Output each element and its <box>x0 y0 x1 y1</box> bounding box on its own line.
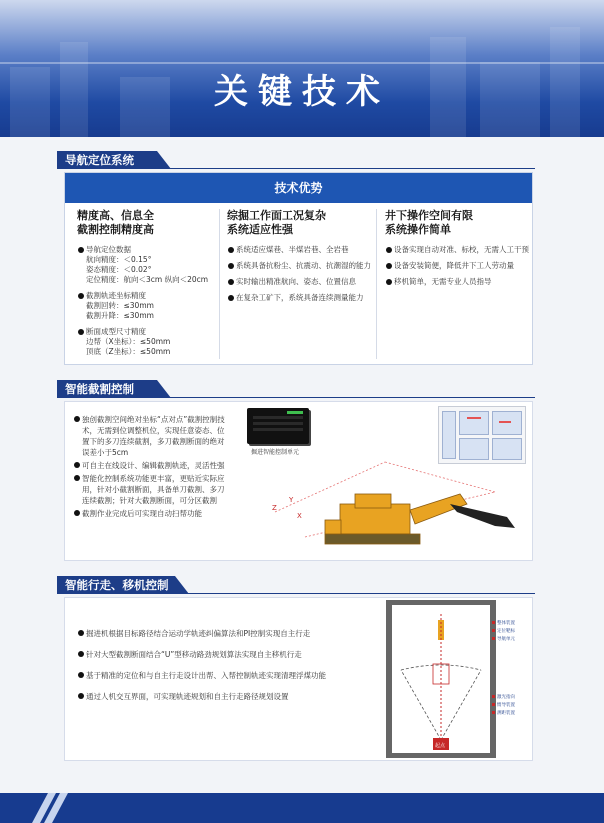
bullet-item: 设备安装简便，降低井下工人劳动量 <box>385 261 535 271</box>
diagram-label: 激光指向 <box>497 695 515 700</box>
bullet-item: 掘进机根据目标路径结合运动学轨迹纠偏算法和PI控制实现自主行走 <box>77 628 377 639</box>
section-divider <box>57 593 535 594</box>
bullet-item: 系统具备抗粉尘、抗震动、抗潮湿的能力 <box>227 261 377 271</box>
start-label: 起点 <box>435 743 446 749</box>
bullet-item: 系统适应煤巷、半煤岩巷、全岩巷 <box>227 245 377 255</box>
bullet-item: 实时输出精准航向、姿态、位置信息 <box>227 277 377 287</box>
header-banner <box>0 0 604 137</box>
cutting-card <box>64 401 533 561</box>
bullet-item: 独创截割空间绝对坐标“点对点”截割控制技术，无需到位调整机位，实现任意姿态、位置下的多刀连续截割，多刀截割断面的绝对误差小于5cm <box>73 414 231 458</box>
footer-bar <box>0 793 604 823</box>
axis-label-x: X <box>297 512 302 520</box>
column-divider <box>376 209 377 359</box>
bullet-item: 断面成型尺寸精度 <box>77 327 227 337</box>
bullet-item: 通过人机交互界面，可实现轨迹规划和自主行走路径规划设置 <box>77 691 377 702</box>
bullet-item: 智能化控制系统功能更丰富，更贴近实际应用，针对小截割断面，具备单刀截割、多刀连续截割；针对大截割断面，可分区截割 <box>73 473 231 506</box>
axis-label-z: Z <box>272 504 277 512</box>
sub-item: 航向精度：＜0.15° <box>86 255 152 264</box>
section-title-cutting: 智能截割控制 <box>57 380 157 398</box>
advantages-card <box>64 172 533 365</box>
section-divider <box>57 168 535 169</box>
cutting-list <box>73 414 231 521</box>
diagram-label: 定位靶标 <box>497 629 515 634</box>
walking-card <box>64 597 533 761</box>
bullet-item: 可自主在线设计、编辑截割轨迹，灵活性强 <box>73 460 231 471</box>
roadheader-body <box>325 494 467 544</box>
sub-item: 截割回转：≤30mm <box>86 301 154 310</box>
diagram-label: 导航单元 <box>497 637 515 642</box>
bullet-item: 设备实现自动对准、标校，无需人工干预 <box>385 245 535 255</box>
column-title: 精度高、信息全 截割控制精度高 <box>77 209 154 236</box>
roadheader-image <box>245 442 531 560</box>
sub-item: 边帮（X坐标）：≤50mm <box>86 337 171 346</box>
sub-item: 顶底（Z坐标）：≤50mm <box>86 347 171 356</box>
advantages-heading: 技术优势 <box>65 173 532 203</box>
bullet-item: 导航定位数据 <box>77 245 227 255</box>
section-title-walking: 智能行走、移机控制 <box>57 576 175 594</box>
advantage-column <box>77 209 227 357</box>
controller-led-strip <box>287 411 303 414</box>
bullet-item: 移机简单，无需专业人员指导 <box>385 277 535 287</box>
advantage-column <box>227 209 377 309</box>
cutter-head <box>450 504 515 528</box>
bullet-item: 截割作业完成后可实现自动扫帮功能 <box>73 508 231 519</box>
diagram-label: 测距装置 <box>497 711 515 716</box>
walking-list <box>77 628 377 712</box>
diagram-label: 惯导装置 <box>497 703 515 708</box>
advantage-column <box>385 209 535 293</box>
column-title: 综掘工作面工况复杂 系统适应性强 <box>227 209 326 236</box>
bullet-item: 截割轨迹坐标精度 <box>77 291 227 301</box>
sub-item: 定位精度：航向＜3cm 纵向＜20cm <box>86 275 209 284</box>
navigation-diagram <box>383 600 531 758</box>
bullet-item: 针对大型截割断面结合“U”型移动路劲规划算法实现自主移机行走 <box>77 649 377 660</box>
page-title: 关键技术 <box>214 72 390 112</box>
sub-item: 姿态精度：＜0.02° <box>86 265 152 274</box>
section-divider <box>57 397 535 398</box>
bullet-item: 在复杂工矿下，系统具备连续测量能力 <box>227 293 377 303</box>
section-title-nav: 导航定位系统 <box>57 151 157 169</box>
axis-label-y: Y <box>289 496 294 504</box>
sub-item: 截割升降：≤30mm <box>86 311 154 320</box>
bullet-item: 基于精准的定位和与自主行走设计出帮、入帮控制轨迹实现清理浮煤功能 <box>77 670 377 681</box>
column-title: 井下操作空间有限 系统操作简单 <box>385 209 473 236</box>
column-divider <box>219 209 220 359</box>
diagram-label: 整体装置 <box>497 621 515 626</box>
controller-caption: 掘进智能控制单元 <box>251 449 300 456</box>
